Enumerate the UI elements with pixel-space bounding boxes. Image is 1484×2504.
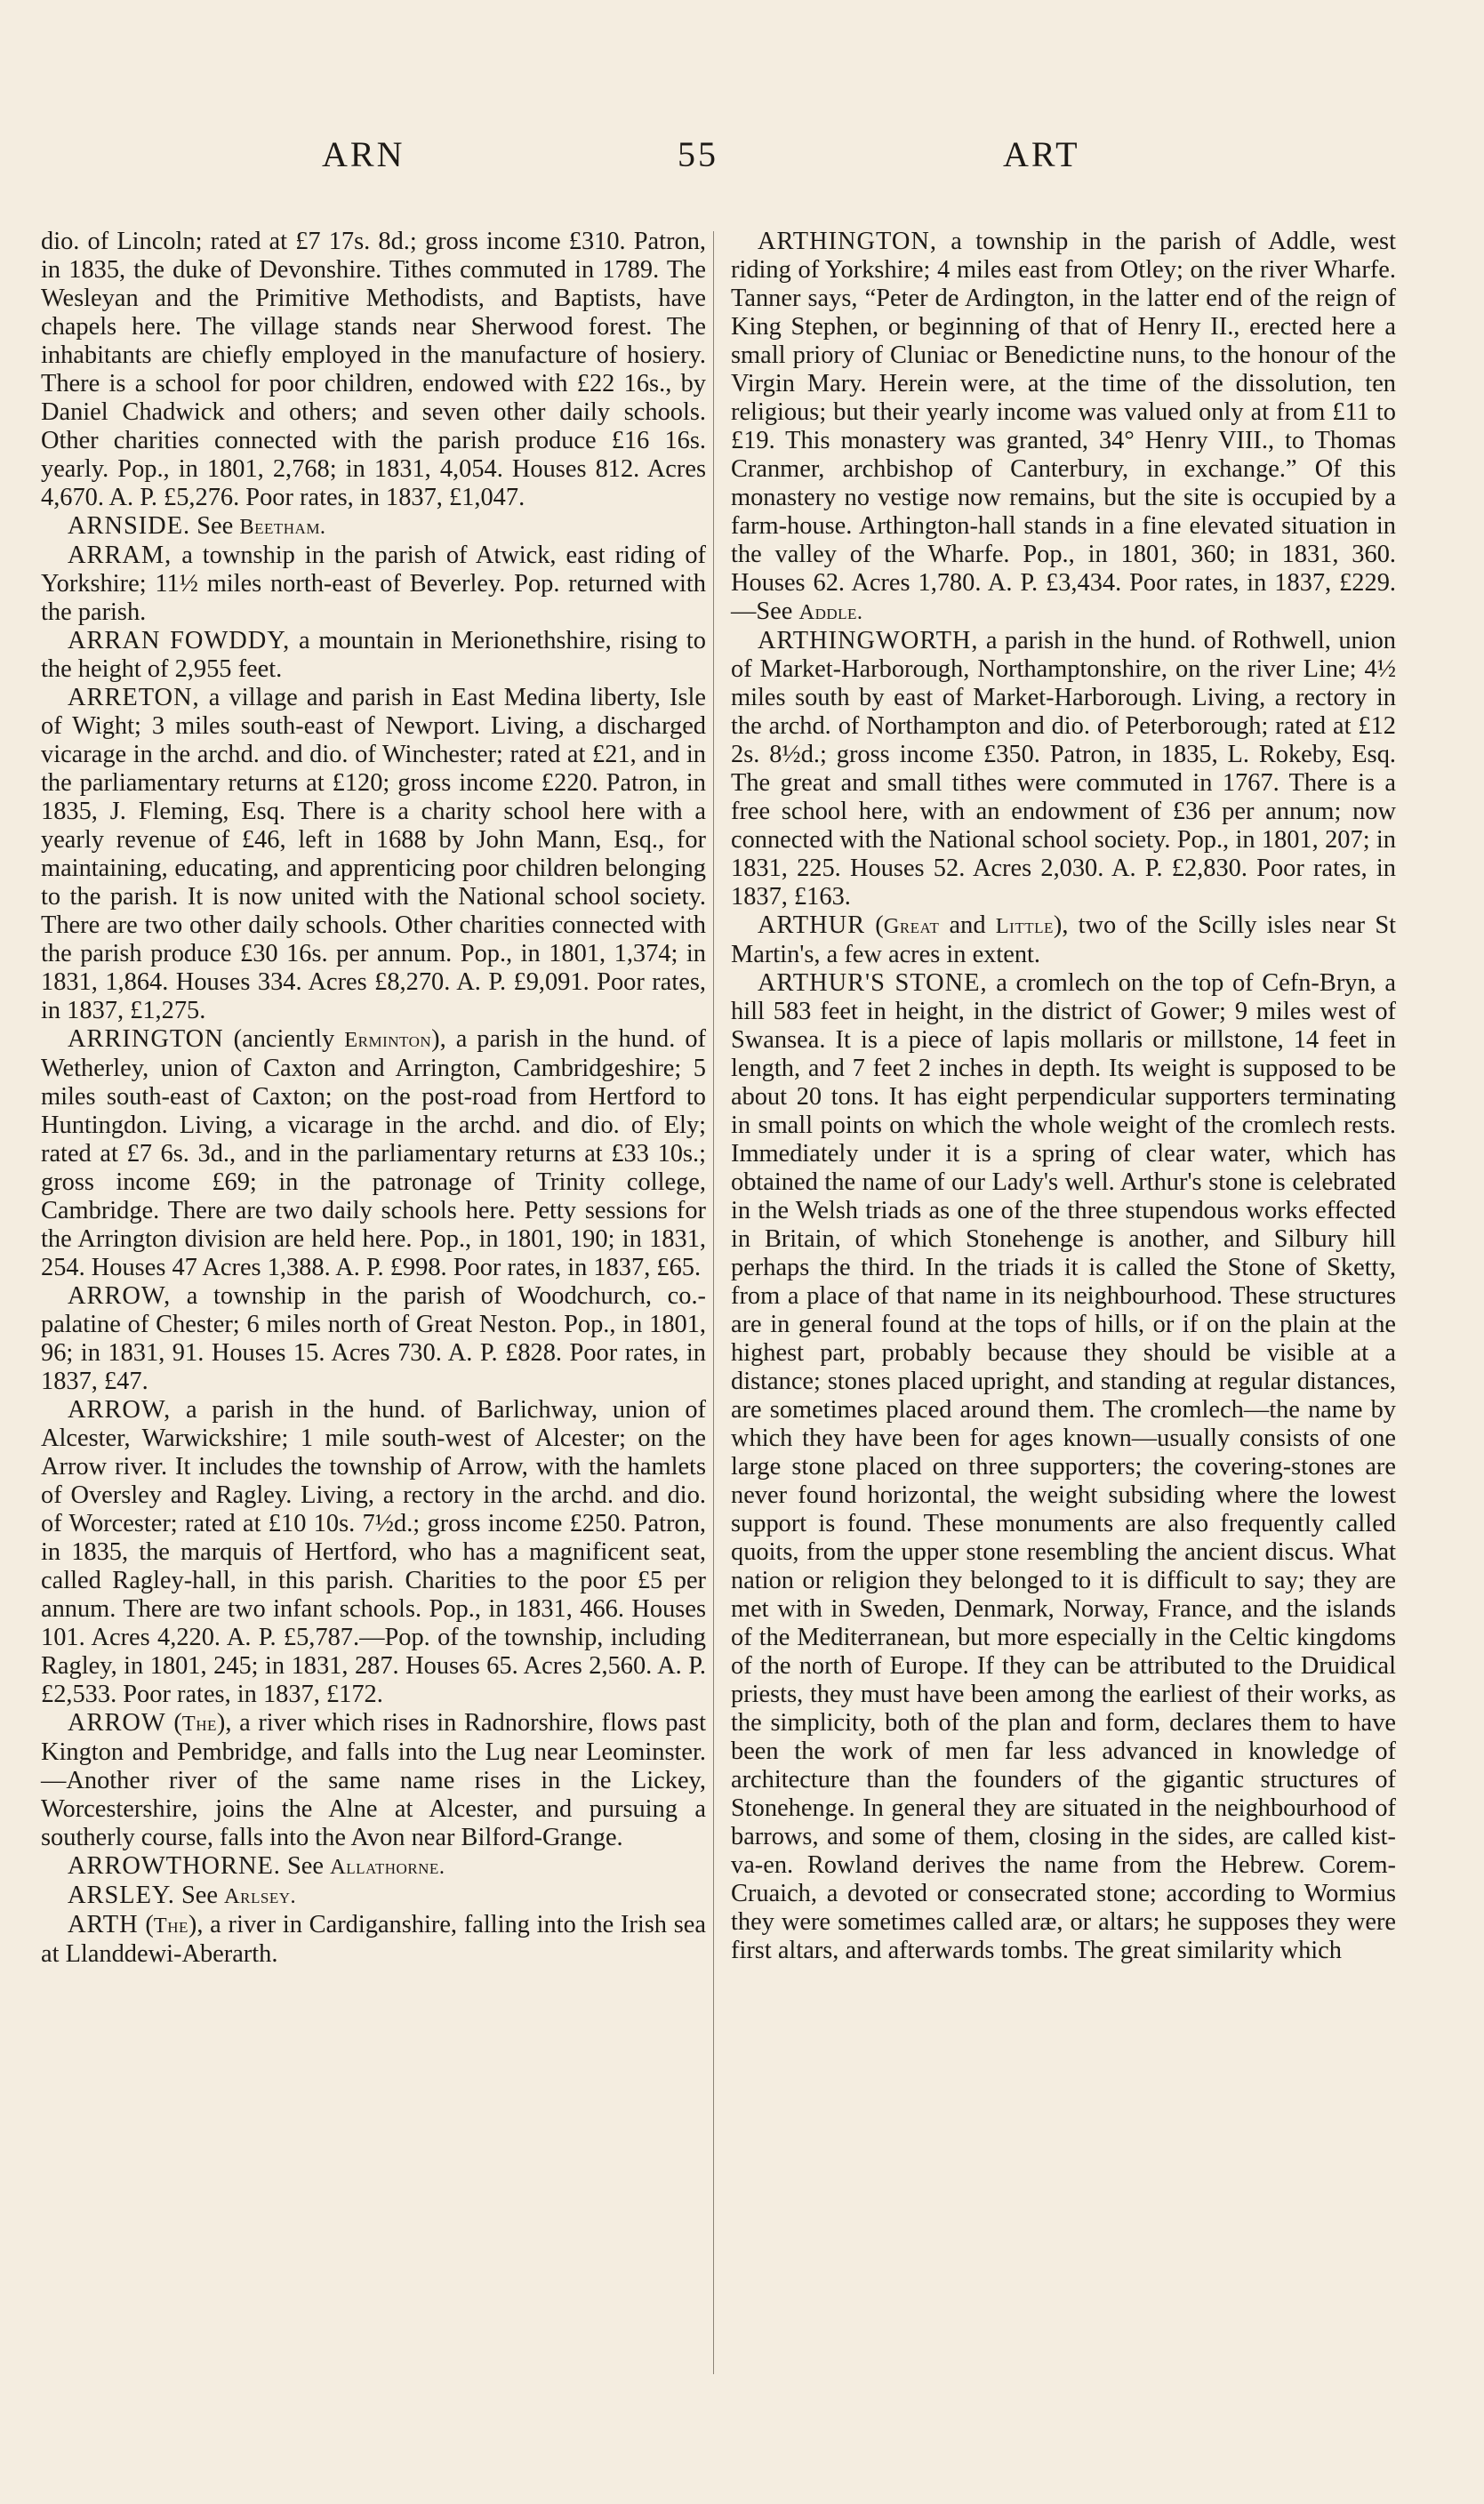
entry-text: (: [138, 1911, 154, 1938]
entry: [731, 911, 1396, 969]
header-right-guideword: ART: [1003, 134, 1080, 174]
entry-text: See: [174, 1882, 225, 1909]
entry-text: (: [865, 911, 884, 939]
entry-text: (anciently: [223, 1025, 345, 1053]
entry-text: See: [190, 512, 240, 540]
alternate-name: Little: [995, 914, 1054, 938]
entry-headword: ARROWTHORNE.: [68, 1852, 281, 1880]
alternate-name: The: [153, 1914, 189, 1938]
entry: [41, 1396, 706, 1709]
entry-headword: ARTHINGTON,: [758, 228, 937, 255]
entry-headword: ARRAN FOWDDY,: [68, 627, 291, 654]
entry-headword: ARSLEY.: [68, 1882, 175, 1909]
entry: [41, 1282, 706, 1396]
entry-headword: ARTH: [68, 1911, 139, 1938]
running-header: [0, 133, 1484, 187]
entry: [41, 684, 706, 1025]
entry-headword: ARTHUR: [758, 911, 866, 939]
entry-headword: ARTHUR'S STONE,: [758, 969, 988, 997]
page-number: 55: [678, 134, 718, 174]
entry-text: ), a river in Cardiganshire, falling into the Irish sea at Llanddewi-Aberarth.: [41, 1911, 706, 1968]
entry-text: a parish in the hund. of Rothwell, union of Market-Harborough, Northamptonshire, on the river Line; 4½ miles south by east of Market-Harborough. Living, a rectory in the archd. of Northampton and dio. of Peterborough; rated at £12 2s. 8½d.; gross income £350. Patron, in 1835, L. Rokeby, Esq. The great and small tithes were commuted in 1767. There is a free school here, with an endowment of £36 per annum; now connected with the National school society. Pop., in 1801, 207; in 1831, 225. Houses 52. Acres 2,030. A. P. £2,830. Poor rates, in 1837, £163.: [731, 627, 1396, 911]
header-left-guideword: ARN: [322, 134, 405, 174]
entry-text: ), two of the Scilly isles near St Martin's, a few acres in extent.: [731, 911, 1397, 968]
entry: [731, 627, 1396, 911]
entry-text: a township in the parish of Woodchurch, co.-palatine of Chester; 6 miles north of Great Neston. Pop., in 1801, 96; in 1831, 91. Houses 15. Acres 730. A. P. £828. Poor rates, in 1837, £47.: [41, 1282, 706, 1395]
cross-reference: Beetham.: [239, 515, 326, 539]
entry-text: ), a parish in the hund. of Wetherley, union of Caxton and Arrington, Cambridgeshire; 5 miles south-east of Caxton; on the post-road from Hertford to Huntingdon. Living, a vicarage in the archd. and dio. of Ely; rated at £7 6s. 3d., and in the parliamentary returns at £33 10s.; gross income £69; in the patronage of Trinity college, Cambridge. There are two daily schools here. Petty sessions for the Arrington division are held here. Pop., in 1801, 190; in 1831, 254. Houses 47 Acres 1,388. A. P. £998. Poor rates, in 1837, £65.: [41, 1025, 707, 1281]
entry-headword: ARTHINGWORTH,: [758, 627, 979, 654]
entry: [41, 1852, 706, 1882]
entry-text: See: [280, 1852, 331, 1880]
entry: [41, 1911, 706, 1969]
left-column: [41, 228, 706, 1969]
alternate-name: The: [181, 1712, 217, 1736]
entry-text: a mountain in Merionethshire, rising to the height of 2,955 feet.: [41, 627, 707, 683]
entry-headword: ARROW,: [68, 1282, 172, 1310]
entry-headword: ARROW,: [68, 1396, 172, 1424]
alternate-name: Great: [883, 914, 940, 938]
entry: [41, 1025, 706, 1282]
entry-headword: ARRETON,: [68, 684, 200, 711]
entry-text: (: [165, 1709, 182, 1737]
entry: [731, 969, 1396, 1965]
entry: [41, 512, 706, 542]
entry-headword: ARRAM,: [68, 542, 172, 569]
entry-text: a township in the parish of Addle, west riding of Yorkshire; 4 miles east from Otley; on the river Wharfe. Tanner says, “Peter de Ardington, in the latter end of the reign of King Stephen, or beginning of that of Henry II., erected here a small priory of Cluniac or Benedictine nuns, to the honour of the Virgin Mary. Herein were, at the time of the dissolution, ten religious; but their yearly income was valued only at from £11 to £19. This monastery was granted, 34° Henry VIII., to Thomas Cranmer, archbishop of Canterbury, in exchange.” Of this monastery no vestige now remains, but the site is occupied by a farm-house. Arthington-hall stands in a fine elevated situation in the valley of the Wharfe. Pop., in 1801, 360; in 1831, 360. Houses 62. Acres 1,780. A. P. £3,434. Poor rates, in 1837, £229.—See: [731, 228, 1396, 625]
entry-headword: ARRINGTON: [68, 1025, 224, 1053]
cross-reference: Arlsey.: [224, 1884, 297, 1908]
entry: [41, 1882, 706, 1911]
entry: [41, 542, 706, 627]
right-column: [731, 228, 1396, 1965]
entry-text: ), a river which rises in Radnorshire, flows past Kington and Pembridge, and falls into the Lug near Leominster.—Another river of the same name rises in the Lickey, Worcestershire, joins the Alne at Alcester, and pursuing a southerly course, falls into the Avon near Bilford-Grange.: [41, 1709, 706, 1851]
cross-reference: Addle.: [798, 600, 863, 624]
entry: [41, 627, 706, 684]
entry-text: dio. of Lincoln; rated at £7 17s. 8d.; gross income £310. Patron, in 1835, the duke of Devonshire. Tithes commuted in 1789. The Wesleyan and the Primitive Methodists, and Baptists, have chapels here. The village stands near Sherwood forest. The inhabitants are chiefly employed in the manufacture of hosiery. There is a school for poor children, endowed with £22 16s., by Daniel Chadwick and others; and seven other daily schools. Other charities connected with the parish produce £16 16s. yearly. Pop., in 1801, 2,768; in 1831, 4,054. Houses 812. Acres 4,670. A. P. £5,276. Poor rates, in 1837, £1,047.: [41, 228, 706, 511]
column-divider: [713, 231, 714, 2374]
entry-text: and: [939, 911, 996, 939]
entry-text: a cromlech on the top of Cefn-Bryn, a hill 583 feet in height, in the district of Gower; 9 miles west of Swansea. It is a piece of lapis mollaris or millstone, 14 feet in length, and 7 feet 2 inches in depth. Its weight is supposed to be about 20 tons. It has eight perpendicular supporters terminating in small points on which the whole weight of the cromlech rests. Immediately under it is a spring of clear water, which has obtained the name of our Lady's well. Arthur's stone is celebrated in the Welsh triads as one of the three stupendous works effected in Britain, of which Stonehenge is another, and Silbury hill perhaps the third. In the triads it is called the Stone of Sketty, from a place of that name in its neighbourhood. These structures are in general found at the tops of hills, or if on the plain at the highest part, probably because they should be visible at a distance; stones placed upright, and standing at regular distances, are sometimes placed around them. The cromlech—the name by which they have been for ages known—usually consists of one large stone placed on three supporters; the covering-stones are never found horizontal, the weight subsiding where the lowest support is found. These monuments are also frequently called quoits, from the upper stone resembling the ancient discus. What nation or religion they belonged to it is difficult to say; they are met with in Sweden, Denmark, Norway, France, and the islands of the Mediterranean, but more especially in the Celtic kingdoms of the north of Europe. If they can be attributed to the Druidical priests, they must have been among the earliest of their works, as the simplicity, both of the plan and form, declares them to have been the work of men far less advanced in knowledge of architecture than the founders of the gigantic structures of Stonehenge. In general they are situated in the neighbourhood of barrows, and some of them, closing in the sides, are called kist-va-en. Rowland derives the name from the Hebrew. Corem-Cruaich, a devoted or consecrated stone; according to Wormius they were sometimes called aræ, or altars; he supposes they were first altars, and afterwards tombs. The great similarity which: [731, 969, 1396, 1964]
cross-reference: Allathorne.: [330, 1855, 445, 1879]
entry-text: a village and parish in East Medina liberty, Isle of Wight; 3 miles south-east of Newport. Living, a discharged vicarage in the archd. and dio. of Winchester; rated at £21, and in the parliamentary returns at £120; gross income £220. Patron, in 1835, J. Fleming, Esq. There is a charity school here with a yearly revenue of £46, left in 1688 by John Mann, Esq., for maintaining, educating, and apprenticing poor children belonging to the parish. It is now united with the National school society. There are two other daily schools. Other charities connected with the parish produce £30 16s. per annum. Pop., in 1801, 1,374; in 1831, 1,864. Houses 334. Acres £8,270. A. P. £9,091. Poor rates, in 1837, £1,275.: [41, 684, 706, 1024]
entry-continuation: [41, 228, 706, 512]
entry: [731, 228, 1396, 627]
alternate-name: Erminton: [344, 1028, 432, 1052]
entry-headword: ARROW: [68, 1709, 166, 1737]
entry-text: a township in the parish of Atwick, east riding of Yorkshire; 11½ miles north-east of Beverley. Pop. returned with the parish.: [41, 542, 706, 626]
entry: [41, 1709, 706, 1852]
entry-headword: ARNSIDE.: [68, 512, 191, 540]
entry-text: a parish in the hund. of Barlichway, union of Alcester, Warwickshire; 1 mile south-west of Alcester; on the Arrow river. It includes the township of Arrow, with the hamlets of Oversley and Ragley. Living, a rectory in the archd. and dio. of Worcester; rated at £10 10s. 7½d.; gross income £250. Patron, in 1835, the marquis of Hertford, who has a magnificent seat, called Ragley-hall, in this parish. Charities to the poor £5 per annum. There are two infant schools. Pop., in 1831, 466. Houses 101. Acres 4,220. A. P. £5,787.—Pop. of the township, including Ragley, in 1801, 245; in 1831, 287. Houses 65. Acres 2,560. A. P. £2,533. Poor rates, in 1837, £172.: [41, 1396, 706, 1708]
